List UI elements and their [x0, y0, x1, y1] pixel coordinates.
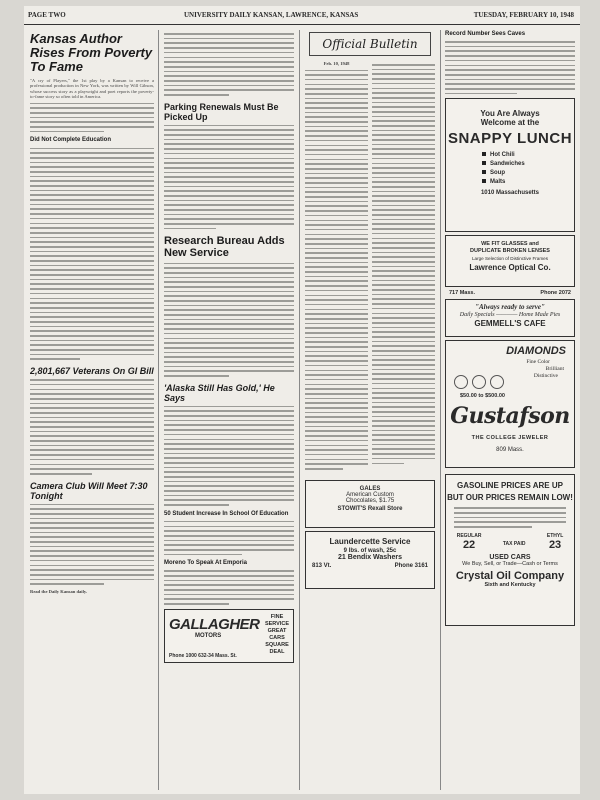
column-rule [299, 30, 300, 790]
column-2 [164, 30, 294, 788]
headline-veterans: 2,801,667 Veterans On GI Bill [30, 366, 154, 377]
jeweler-address: 809 Mass. [496, 447, 524, 454]
column-rule [440, 30, 441, 790]
diamonds-brilliant: Brilliant [545, 366, 564, 373]
gas-headline-1: GASOLINE PRICES ARE UP [457, 481, 563, 491]
headline-camera-club: Camera Club Will Meet 7:30 Tonight [30, 480, 148, 501]
gales-ad [305, 480, 435, 528]
laundercette-ad [305, 531, 435, 589]
optical-address: 717 Mass. [449, 290, 475, 297]
gallagher-motors: MOTORS [195, 632, 222, 639]
laundercette-address: 813 Vt. [312, 562, 332, 569]
column-1 [30, 30, 154, 788]
gales-line1: American Custom [346, 491, 394, 498]
issue-date: TUESDAY, FEBRUARY 10, 1948 [473, 11, 574, 19]
gallagher-phone: Phone 1000 632-34 Mass. St. [169, 652, 237, 659]
used-cars-title: USED CARS [489, 553, 531, 561]
headline-caves: Record Number Sees Caves [445, 31, 526, 37]
optical-phone: Phone 2072 [540, 290, 571, 297]
gas-headline-2: BUT OUR PRICES REMAIN LOW! [447, 493, 573, 503]
footer-note: Read the Daily Kansan daily. [30, 588, 88, 594]
page-number: PAGE TWO [28, 11, 66, 19]
optical-frames: Large Selection of Distinctive Frames [471, 256, 549, 262]
official-bulletin-title: Official Bulletin [309, 32, 431, 56]
laundercette-line1: 9 lbs. of wash, 25c [343, 547, 397, 554]
snappy-lunch-ad [445, 98, 575, 232]
menu-item-malts: Malts [482, 178, 574, 187]
menu-item-chili: Hot Chili [482, 151, 574, 160]
optical-name: Lawrence Optical Co. [469, 263, 551, 273]
bulletin-date: Feb. 10, 1948 [323, 61, 350, 66]
crystal-oil-address: Sixth and Kentucky [484, 581, 536, 588]
snappy-welcome: You Are Always Welcome at the [480, 109, 540, 128]
gales-store: STOWIT'S Rexall Store [337, 505, 403, 512]
gustafson-jeweler-ad [445, 340, 575, 468]
gales-title: GALES [359, 485, 381, 492]
regular-price: 22 [462, 538, 476, 551]
diamonds-color: Fine Color [526, 359, 550, 366]
diamonds-price: $50.00 to $500.00 [460, 393, 505, 400]
article-intro: "A cry of Players," the 1st play by a Kansan to receive a professional production in New York, was written by Will Gibson, whose success story as a playwright and poet reports the poverty-to-fame story so often told in America. [30, 78, 154, 100]
ring-icons [452, 375, 506, 394]
headline-school-education: 50 Student Increase In School Of Education [164, 510, 289, 517]
ethyl-label: ETHYL [546, 532, 564, 539]
cafe-specials: Daily Specials ———— Home Made Pies [459, 312, 561, 319]
ethyl-price: 23 [548, 538, 562, 551]
subhead-education: Did Not Complete Education [30, 137, 111, 144]
regular-label: REGULAR [456, 532, 482, 539]
gemmells-cafe-ad [445, 299, 575, 337]
laundercette-title: Laundercette Service [329, 536, 411, 546]
column-3 [305, 30, 435, 788]
gales-line2: Chocolates, $1.75 [345, 497, 395, 504]
headline-moreno: Moreno To Speak At Emporia [164, 560, 248, 567]
tax-paid-label: TAX PAID [502, 540, 526, 547]
snappy-title: SNAPPY LUNCH [447, 130, 573, 148]
headline-parking: Parking Renewals Must Be Picked Up [164, 101, 279, 122]
jeweler-tagline: THE COLLEGE JEWELER [471, 435, 549, 442]
lawrence-optical-ad [445, 235, 575, 287]
column-rule [158, 30, 159, 790]
diamonds-title: DIAMONDS [506, 345, 566, 358]
cafe-slogan: "Always ready to serve" [475, 303, 545, 312]
crystal-oil-ad [445, 474, 575, 626]
laundercette-line2: 21 Bendix Washers [338, 553, 402, 561]
menu-item-sandwiches: Sandwiches [482, 160, 574, 169]
menu-item-soup: Soup [482, 169, 574, 178]
jeweler-name: Gustafson [450, 403, 570, 430]
masthead [24, 6, 580, 25]
snappy-address: 1010 Massachusetts [480, 190, 540, 197]
cafe-name: GEMMELL'S CAFE [474, 319, 546, 329]
gallagher-name: GALLAGHER [169, 615, 260, 633]
laundercette-phone: Phone 3161 [394, 562, 428, 569]
gallagher-motors-ad [164, 609, 294, 663]
optical-service: WE FIT GLASSES and DUPLICATE BROKEN LENSES [470, 241, 550, 254]
diamonds-distinctive: Distinctive [533, 373, 558, 380]
used-cars-terms: We Buy, Sell, or Trade—Cash or Terms [462, 560, 558, 567]
column-4 [445, 30, 575, 788]
gallagher-tagline: FINE SERVICE GREAT CARS SQUARE DEAL [264, 613, 290, 655]
headline-kansas-author: Kansas Author Rises From Poverty To Fame [30, 31, 153, 74]
crystal-oil-name: Crystal Oil Company [455, 569, 565, 582]
newspaper-page [24, 6, 580, 794]
headline-research: Research Bureau Adds New Service [164, 235, 285, 260]
paper-name: UNIVERSITY DAILY KANSAN, LAWRENCE, KANSAS [184, 11, 359, 19]
headline-alaska: 'Alaska Still Has Gold,' He Says [164, 382, 275, 403]
